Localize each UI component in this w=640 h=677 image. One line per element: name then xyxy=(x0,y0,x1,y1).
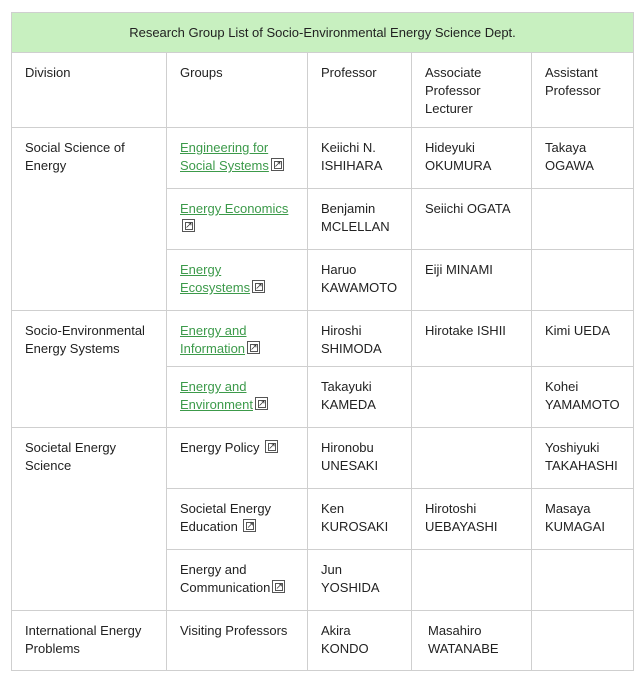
assistant-cell: Masaya KUMAGAI xyxy=(532,489,634,550)
associate-cell xyxy=(412,367,532,428)
group-cell: Energy and Communication↗ xyxy=(167,550,308,611)
assistant-cell: Yoshiyuki TAKAHASHI xyxy=(532,428,634,489)
group-link-energy-environment[interactable]: Energy and Environment xyxy=(180,379,253,412)
professor-cell: Hironobu UNESAKI xyxy=(308,428,412,489)
associate-cell xyxy=(412,428,532,489)
external-link-icon[interactable] xyxy=(265,440,278,453)
professor-cell: Takayuki KAMEDA xyxy=(308,367,412,428)
header-groups: Groups xyxy=(167,53,308,128)
group-cell xyxy=(167,428,308,489)
associate-cell xyxy=(412,550,532,611)
associate-cell: Masahiro WATANABE xyxy=(412,611,532,671)
external-link-icon[interactable] xyxy=(252,280,265,293)
group-cell: Visiting Professors xyxy=(167,611,308,671)
division-cell: Societal Energy Science xyxy=(12,428,167,611)
group-cell xyxy=(167,311,308,367)
group-link-energy-information[interactable]: Energy and Information xyxy=(180,323,247,356)
associate-cell: Seiichi OGATA xyxy=(412,189,532,250)
external-link-icon[interactable] xyxy=(182,219,195,232)
group-label-energy-policy: Energy Policy xyxy=(180,440,260,455)
assistant-cell: Takaya OGAWA xyxy=(532,128,634,189)
header-division: Division xyxy=(12,53,167,128)
assistant-cell: Kimi UEDA xyxy=(532,311,634,367)
group-cell xyxy=(167,367,308,428)
table-row xyxy=(12,128,634,189)
external-link-icon[interactable] xyxy=(255,397,268,410)
group-cell xyxy=(167,189,308,250)
division-cell: Social Science of Energy xyxy=(12,128,167,311)
professor-cell: Akira KONDO xyxy=(308,611,412,671)
assistant-cell: Kohei YAMAMOTO xyxy=(532,367,634,428)
group-link-energy-ecosystems[interactable]: Energy Ecosystems xyxy=(180,262,251,295)
professor-cell: Jun YOSHIDA xyxy=(308,550,412,611)
external-link-icon[interactable] xyxy=(271,158,284,171)
table-row xyxy=(12,428,634,489)
table-caption: Research Group List of Socio-Environmental Energy Science Dept. xyxy=(12,13,634,53)
assistant-cell xyxy=(532,189,634,250)
assistant-cell xyxy=(532,250,634,311)
group-link-energy-economics[interactable]: Energy Economics xyxy=(180,201,289,216)
header-professor: Professor xyxy=(308,53,412,128)
assistant-cell xyxy=(532,550,634,611)
professor-cell: Haruo KAWAMOTO xyxy=(308,250,412,311)
division-cell: International Energy Problems xyxy=(12,611,167,671)
group-cell xyxy=(167,128,308,189)
assistant-cell xyxy=(532,611,634,671)
professor-cell: Hiroshi SHIMODA xyxy=(308,311,412,367)
associate-cell: Hirotake ISHII xyxy=(412,311,532,367)
header-associate: Associate Professor Lecturer xyxy=(412,53,532,128)
professor-cell: Ken KUROSAKI xyxy=(308,489,412,550)
professor-cell: Benjamin MCLELLAN xyxy=(308,189,412,250)
group-cell: Societal Energy Education ↗ xyxy=(167,489,308,550)
external-link-icon[interactable] xyxy=(272,580,285,593)
professor-cell: Keiichi N. ISHIHARA xyxy=(308,128,412,189)
table-row xyxy=(12,311,634,367)
associate-cell: Eiji MINAMI xyxy=(412,250,532,311)
associate-cell: Hirotoshi UEBAYASHI xyxy=(412,489,532,550)
associate-cell: Hideyuki OKUMURA xyxy=(412,128,532,189)
header-assistant: Assistant Professor xyxy=(532,53,634,128)
table-row xyxy=(12,611,634,671)
division-cell: Socio-Environmental Energy Systems xyxy=(12,311,167,428)
header-row xyxy=(12,53,634,128)
external-link-icon[interactable] xyxy=(243,519,256,532)
research-group-table xyxy=(11,12,634,671)
group-cell xyxy=(167,250,308,311)
external-link-icon[interactable] xyxy=(247,341,260,354)
group-link-engineering-social-systems[interactable]: Engineering for Social Systems xyxy=(180,140,269,173)
